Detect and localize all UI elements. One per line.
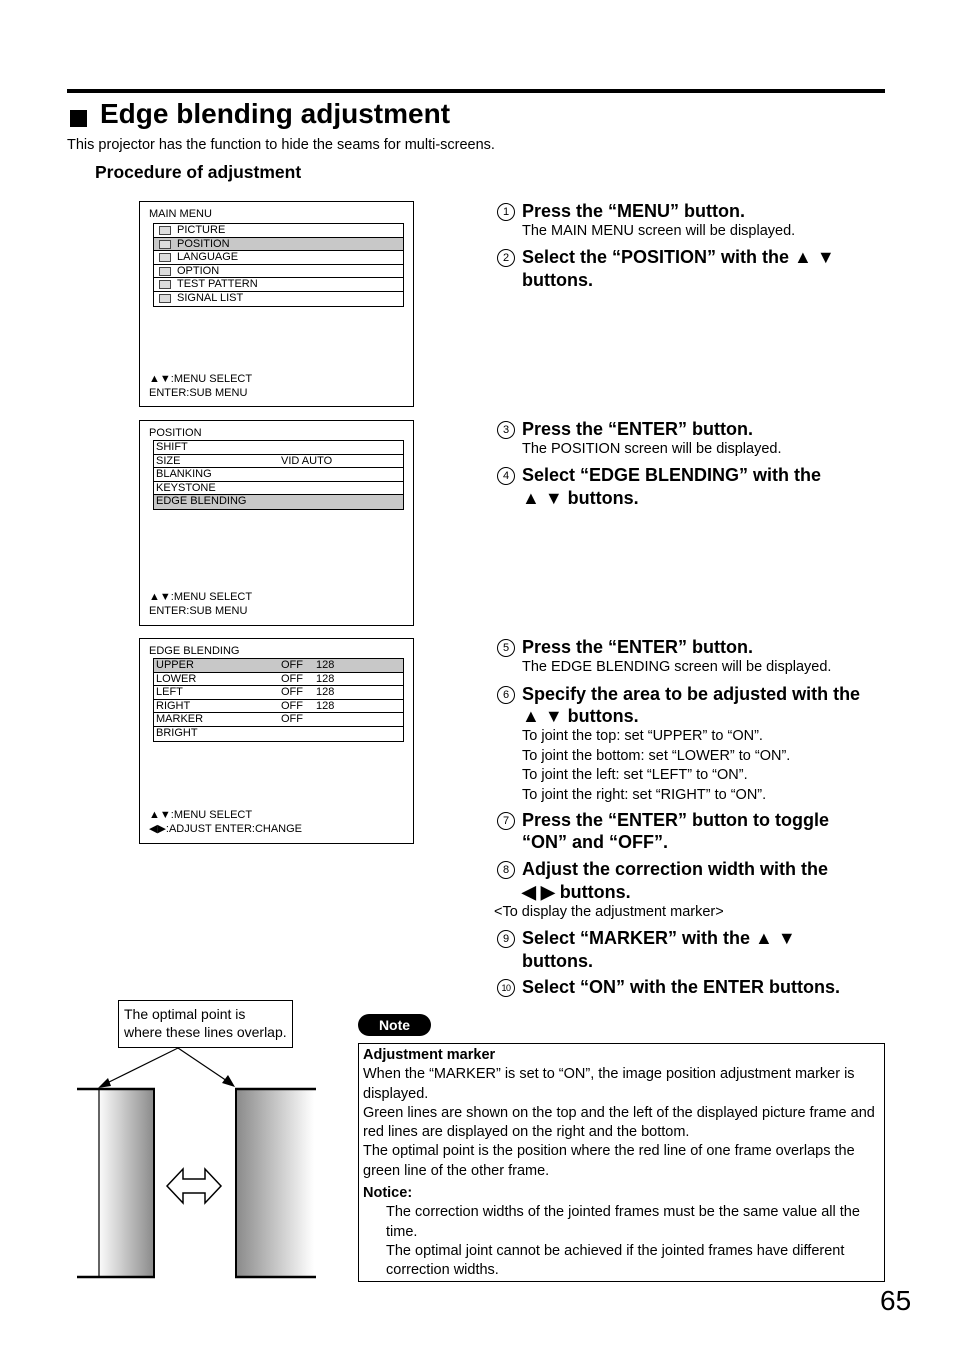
note-paragraph: When the “MARKER” is set to “ON”, the image position adjustment marker is displayed. (363, 1066, 855, 1102)
screen-footer: ▲▼:MENU SELECT ENTER:SUB MENU (149, 373, 253, 399)
note-heading: Adjustment marker (363, 1047, 496, 1063)
note-box (358, 1043, 885, 1282)
pointer-arrowhead-right (222, 1075, 235, 1087)
pointer-line-left (103, 1048, 178, 1085)
screen-title: MAIN MENU (149, 208, 212, 220)
screen-footer: ▲▼:MENU SELECT ◀▶:ADJUST ENTER:CHANGE (149, 809, 303, 835)
menu-item-shift[interactable]: SHIFT (154, 441, 403, 455)
menu-item-size[interactable]: SIZE VID AUTO (154, 455, 403, 469)
screen-title: POSITION (149, 427, 202, 439)
note-paragraph: Green lines are shown on the top and the left of the displayed picture frame and red lines are displayed on the right and the bottom. (363, 1104, 875, 1141)
page-number: 65 (880, 1285, 912, 1316)
notice-item: The correction widths of the jointed frames must be the same value all the time. (386, 1204, 860, 1240)
menu-item-upper[interactable]: UPPER OFF 128 (154, 659, 403, 673)
pointer-line-right (178, 1048, 230, 1083)
procedure-heading: Procedure of adjustment (95, 162, 302, 182)
menu-item-bright[interactable]: BRIGHT (156, 726, 198, 739)
menu-item-lower[interactable]: LOWER OFF 128 (154, 673, 403, 687)
left-frame-blend (97, 1090, 154, 1278)
marker-lead-text: <To display the adjustment marker> (494, 904, 724, 920)
menu-item-right[interactable]: RIGHT OFF 128 (154, 700, 403, 714)
pointer-arrowhead-left (98, 1078, 111, 1088)
right-frame-blend (236, 1090, 314, 1278)
menu-item-language[interactable]: LANGUAGE (154, 251, 403, 265)
menu-item-picture[interactable]: PICTURE (154, 224, 403, 238)
screen-title: EDGE BLENDING (149, 645, 240, 657)
diagram-callout: The optimal point is where these lines overlap. (118, 1000, 293, 1048)
note-label: Note (358, 1014, 431, 1036)
notice-item: The optimal joint cannot be achieved if the jointed frames have different correction widths. (386, 1242, 845, 1279)
menu-item-test-pattern[interactable]: TEST PATTERN (154, 278, 403, 292)
menu-item-keystone[interactable]: KEYSTONE (154, 482, 403, 496)
page-title: Edge blending adjustment (100, 98, 451, 129)
menu-item-left[interactable]: LEFT OFF 128 (154, 686, 403, 700)
menu-item-edge-blending[interactable]: EDGE BLENDING (154, 495, 403, 509)
note-paragraph: The optimal point is the position where the red line of one frame overlaps the green line of the other frame. (363, 1143, 855, 1179)
screen-footer: ▲▼:MENU SELECT ENTER:SUB MENU (149, 591, 253, 617)
menu-item-blanking[interactable]: BLANKING (154, 468, 403, 482)
intro-text: This projector has the function to hide the seams for multi-screens. (67, 137, 495, 153)
menu-item-option[interactable]: OPTION (154, 265, 403, 279)
double-arrow-icon (167, 1169, 221, 1203)
menu-item-marker[interactable]: MARKER OFF (154, 713, 403, 727)
menu-item-position[interactable]: POSITION (154, 238, 403, 252)
menu-item-signal-list[interactable]: SIGNAL LIST (154, 292, 403, 306)
notice-heading: Notice: (363, 1185, 413, 1202)
